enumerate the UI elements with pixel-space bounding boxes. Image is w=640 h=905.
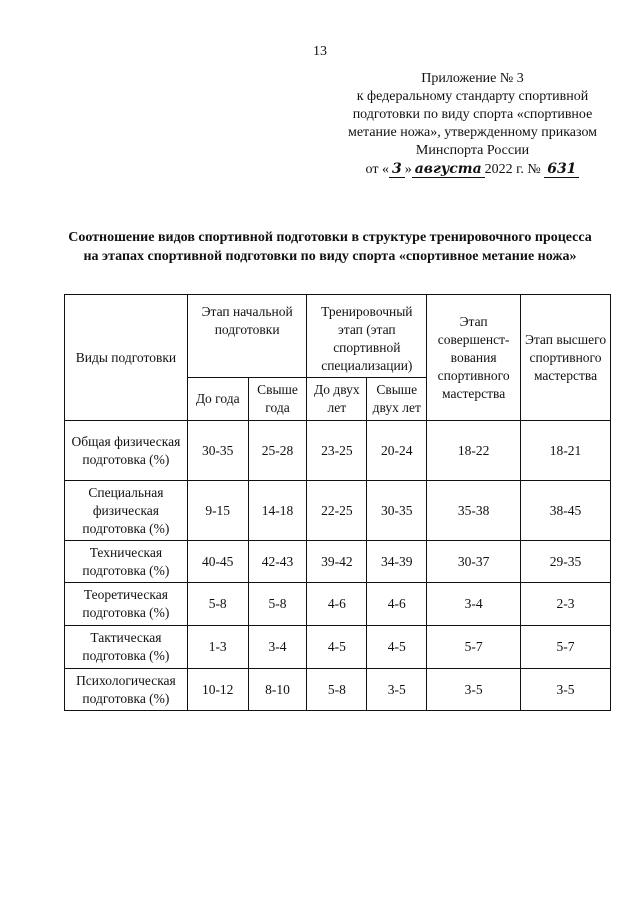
table-cell: 20-24	[367, 421, 427, 481]
table-cell: 5-7	[427, 626, 521, 669]
table-cell: 3-5	[367, 669, 427, 711]
training-ratio-table	[64, 294, 611, 711]
table-cell: 42-43	[248, 541, 307, 583]
header-stage-initial: Этап начальной подготовки	[187, 295, 307, 378]
table-row	[65, 481, 611, 541]
row-label: Общая физическая подготовка (%)	[65, 421, 188, 481]
table-cell: 8-10	[248, 669, 307, 711]
document-title: Соотношение видов спортивной подготовки в структуре тренировочного процесса на этапах спортивной подготовки по виду спорта «спортивное метание ножа»	[68, 230, 592, 264]
table-cell: 5-8	[187, 583, 248, 626]
header-stage-improvement: Этап совершенст-вования спортивного мастерства	[427, 295, 521, 421]
table-cell: 30-35	[187, 421, 248, 481]
row-label: Техническая подготовка (%)	[65, 541, 188, 583]
row-label: Специальная физическая подготовка (%)	[65, 481, 188, 541]
subheader-up-to-year: До года	[187, 378, 248, 421]
table-cell: 4-6	[307, 583, 367, 626]
table-cell: 14-18	[248, 481, 307, 541]
appendix-line: метание ножа», утвержденному приказом	[347, 125, 598, 140]
appendix-line: Приложение № 3	[421, 71, 524, 86]
appendix-header	[325, 70, 620, 179]
table-cell: 9-15	[187, 481, 248, 541]
table-cell: 3-5	[521, 669, 611, 711]
table-row	[65, 541, 611, 583]
table-cell: 3-4	[248, 626, 307, 669]
table-cell: 38-45	[521, 481, 611, 541]
handwritten-month: августа	[412, 161, 485, 178]
row-label: Теоретическая подготовка (%)	[65, 583, 188, 626]
table-cell: 5-8	[307, 669, 367, 711]
table-row	[65, 583, 611, 626]
row-label: Тактическая подготовка (%)	[65, 626, 188, 669]
table-cell: 18-21	[521, 421, 611, 481]
table-cell: 39-42	[307, 541, 367, 583]
handwritten-day: 3	[389, 161, 405, 178]
table-cell: 35-38	[427, 481, 521, 541]
order-year: 2022 г. №	[484, 162, 541, 177]
table-cell: 22-25	[307, 481, 367, 541]
row-label: Психологическая подготовка (%)	[65, 669, 188, 711]
table-cell: 4-6	[367, 583, 427, 626]
table-row	[65, 669, 611, 711]
page-number: 13	[313, 44, 327, 59]
table-cell: 30-35	[367, 481, 427, 541]
table-cell: 5-8	[248, 583, 307, 626]
table-cell: 4-5	[367, 626, 427, 669]
table-cell: 34-39	[367, 541, 427, 583]
table-cell: 25-28	[248, 421, 307, 481]
header-kinds: Виды подготовки	[65, 295, 188, 421]
table-cell: 2-3	[521, 583, 611, 626]
table-cell: 18-22	[427, 421, 521, 481]
table-cell: 4-5	[307, 626, 367, 669]
order-mid: »	[404, 162, 412, 177]
table-cell: 1-3	[187, 626, 248, 669]
table-cell: 3-4	[427, 583, 521, 626]
appendix-line: к федеральному стандарту спортивной	[356, 89, 589, 104]
subheader-over-year: Свыше года	[248, 378, 307, 421]
table-cell: 23-25	[307, 421, 367, 481]
table-cell: 29-35	[521, 541, 611, 583]
subheader-up-to-two-years: До двух лет	[307, 378, 367, 421]
order-prefix: от «	[365, 162, 389, 177]
appendix-line: Минспорта России	[415, 143, 530, 158]
table-cell: 40-45	[187, 541, 248, 583]
table-row	[65, 421, 611, 481]
appendix-line: подготовки по виду спорта «спортивное	[352, 107, 593, 122]
table-cell: 5-7	[521, 626, 611, 669]
table-cell: 30-37	[427, 541, 521, 583]
header-stage-highest: Этап высшего спортивного мастерства	[521, 295, 611, 421]
table-row	[65, 626, 611, 669]
header-stage-training: Тренировочный этап (этап спортивной специализации)	[307, 295, 427, 378]
table-cell: 3-5	[427, 669, 521, 711]
order-date-line	[325, 160, 620, 179]
handwritten-order-number: 631	[544, 161, 579, 178]
subheader-over-two-years: Свыше двух лет	[367, 378, 427, 421]
table-cell: 10-12	[187, 669, 248, 711]
